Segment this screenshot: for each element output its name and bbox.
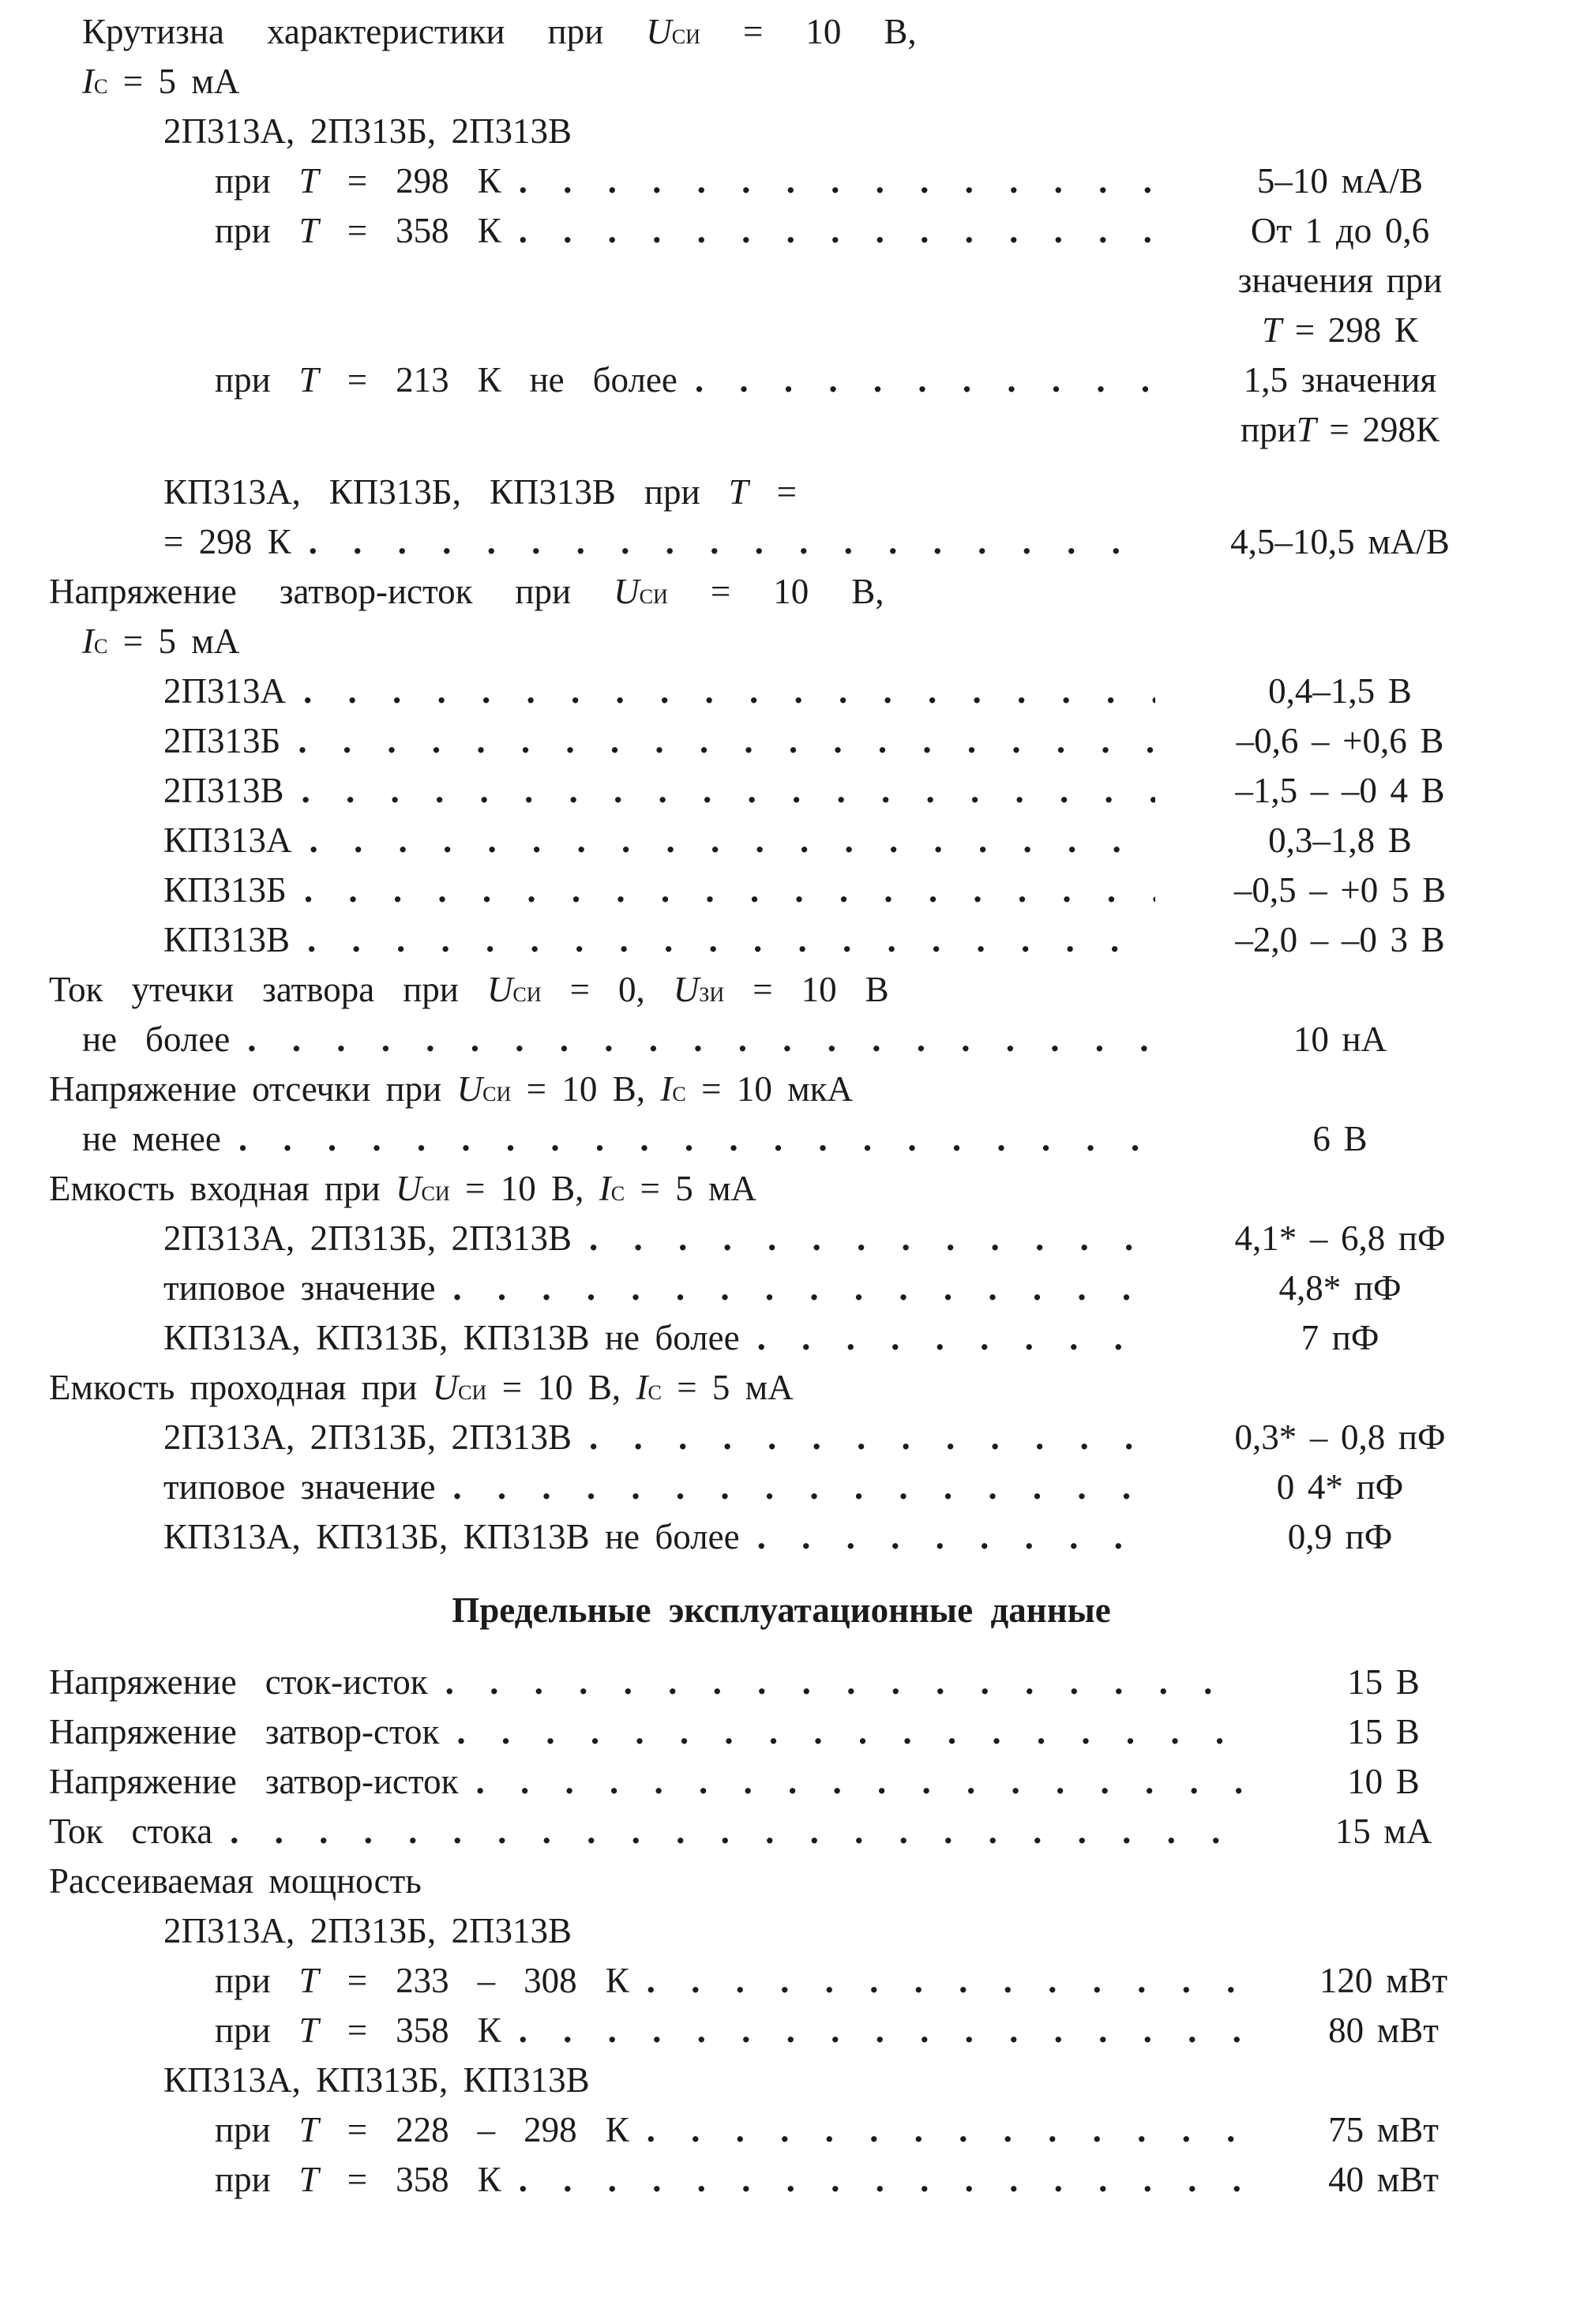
row-label	[82, 1019, 230, 1060]
spec-row	[49, 11, 1514, 61]
text-segment: = 298К	[1316, 410, 1440, 449]
text-segment: КП313А, КП313Б, КП313В не более	[163, 1517, 740, 1556]
row-label	[215, 160, 501, 201]
dot-leader	[475, 1761, 1242, 1802]
text-segment: не менее	[82, 1119, 221, 1158]
dot-leader	[757, 1516, 1155, 1557]
row-value	[1253, 1661, 1514, 1703]
row-label	[163, 670, 286, 711]
row-label	[82, 61, 239, 102]
symbol-italic: U	[614, 572, 640, 611]
symbol-italic: I	[599, 1169, 611, 1208]
text-segment: –1,5 – –0 4 В	[1235, 771, 1445, 810]
row-label	[163, 2059, 590, 2101]
section-heading: Предельные эксплуатационные данные	[452, 1590, 1111, 1630]
row-value	[1166, 1317, 1514, 1358]
row-value	[1166, 1466, 1514, 1507]
row-label	[163, 1516, 740, 1557]
text-segment: КП313А, КП313Б, КП313В при	[163, 472, 729, 512]
symbol-italic: I	[82, 621, 94, 661]
text-segment: при	[215, 2160, 299, 2199]
spec-row	[49, 160, 1514, 210]
text-segment: 1,5 значения	[1243, 360, 1437, 400]
text-segment: 0,4–1,5 В	[1268, 671, 1412, 711]
row-label	[163, 720, 280, 761]
spec-row	[49, 919, 1514, 969]
spec-row	[49, 1860, 1514, 1910]
spec-row	[49, 820, 1514, 869]
text-segment: –0,6 – +0,6 В	[1236, 721, 1444, 760]
spec-row	[49, 1168, 1514, 1218]
row-label	[163, 1267, 435, 1308]
symbol-italic: U	[646, 12, 672, 51]
row-value	[1166, 1118, 1514, 1159]
row-value	[1166, 919, 1514, 960]
text-segment: = 358 К	[318, 2160, 501, 2199]
symbol-italic: T	[298, 2011, 319, 2050]
text-segment: = 10 В,	[449, 1169, 599, 1208]
text-segment: 4,8* пФ	[1278, 1268, 1402, 1308]
symbol-italic: I	[636, 1368, 648, 1407]
row-value	[1166, 1516, 1514, 1557]
text-segment: 80 мВт	[1328, 2011, 1439, 2050]
symbol-italic: T	[298, 1961, 319, 2000]
dot-leader	[302, 770, 1155, 811]
text-segment: = 10 В,	[486, 1368, 636, 1407]
row-value	[1166, 1267, 1514, 1308]
row-label	[49, 1661, 428, 1703]
dot-leader	[519, 210, 1155, 251]
dot-leader	[304, 869, 1155, 910]
spec-row	[49, 2159, 1514, 2209]
spec-row	[49, 1960, 1514, 2010]
row-label	[82, 11, 917, 52]
spec-row	[49, 521, 1514, 571]
symbol-subscript: СИ	[482, 1083, 512, 1106]
text-segment: Напряжение затвор-исток при	[49, 572, 614, 611]
spec-row	[49, 111, 1514, 160]
symbol-italic: U	[486, 970, 513, 1009]
spec-row	[49, 770, 1514, 820]
text-segment: 2П313А, 2П313Б, 2П313В	[163, 111, 572, 151]
text-segment: при	[215, 211, 299, 250]
text-segment: Рассеиваемая мощность	[49, 1861, 422, 1901]
row-label	[163, 820, 292, 861]
text-segment: 120 мВт	[1319, 1961, 1448, 2000]
dot-leader	[452, 1267, 1155, 1308]
text-segment: –2,0 – –0 3 В	[1235, 920, 1445, 959]
spec-row	[49, 210, 1514, 260]
row-label	[163, 1417, 572, 1458]
text-segment: 4,5–10,5 мА/В	[1230, 522, 1450, 561]
text-segment: = 298 К	[163, 522, 291, 561]
spec-row	[49, 1761, 1514, 1811]
row-label	[49, 969, 889, 1010]
row-label	[49, 1168, 756, 1209]
row-value	[1166, 869, 1514, 910]
text-segment: КП313В	[163, 920, 291, 959]
row-label	[82, 621, 239, 662]
symbol-subscript: СИ	[512, 983, 542, 1006]
symbol-subscript: С	[647, 1381, 662, 1404]
dot-leader	[309, 521, 1155, 562]
symbol-subscript: СИ	[421, 1182, 450, 1205]
spec-row	[49, 720, 1514, 770]
text-segment: КП313А, КП313Б, КП313В	[163, 2060, 590, 2100]
symbol-italic: T	[298, 2110, 319, 2149]
text-segment: КП313А	[163, 820, 292, 860]
row-value	[1253, 1761, 1514, 1802]
text-segment: = 228 – 298 К	[318, 2110, 629, 2149]
dot-leader	[519, 2159, 1242, 2200]
spec-row	[49, 61, 1514, 111]
row-label	[215, 2109, 629, 2150]
row-label	[49, 1068, 853, 1109]
row-label	[163, 1317, 740, 1358]
spec-row	[49, 869, 1514, 919]
row-label	[215, 1960, 629, 2001]
symbol-italic: I	[82, 62, 94, 101]
text-segment: 15 мА	[1334, 1812, 1432, 1851]
spec-row	[49, 1466, 1514, 1516]
text-segment: Ток утечки затвора при	[49, 970, 487, 1009]
text-segment: 2П313А, 2П313Б, 2П313В	[163, 1218, 572, 1258]
text-segment: Крутизна характеристики при	[82, 12, 647, 51]
row-label	[215, 2159, 501, 2200]
symbol-italic: T	[1262, 310, 1282, 350]
row-label	[49, 1761, 458, 1802]
text-segment: 0,3–1,8 В	[1268, 820, 1412, 860]
text-segment: 2П313А, 2П313Б, 2П313В	[163, 1911, 572, 1950]
text-segment: 2П313А, 2П313Б, 2П313В	[163, 1417, 572, 1457]
symbol-subscript: С	[672, 1083, 686, 1106]
text-segment: = 10 В,	[667, 572, 884, 611]
text-segment: = 5 мА	[661, 1368, 794, 1407]
text-segment: Напряжение сток-исток	[49, 1662, 428, 1702]
row-value	[1166, 770, 1514, 811]
row-label	[163, 471, 797, 512]
text-segment: От 1 до 0,6	[1250, 211, 1430, 250]
text-segment: типовое значение	[163, 1268, 436, 1308]
text-segment: 40 мВт	[1328, 2160, 1439, 2199]
row-value	[1253, 1811, 1514, 1852]
text-segment: типовое значение	[163, 1467, 436, 1507]
dot-leader	[589, 1417, 1155, 1458]
text-segment: КП313Б	[163, 870, 287, 910]
text-segment: = 213 К не более	[318, 360, 678, 400]
symbol-subscript: С	[610, 1182, 625, 1205]
section-electrical-parameters	[49, 11, 1514, 1566]
dot-leader	[452, 1466, 1155, 1507]
symbol-italic: T	[1296, 410, 1316, 449]
row-label	[163, 521, 291, 562]
text-segment: значения при	[1237, 261, 1443, 300]
text-segment: при	[215, 161, 299, 201]
row-value	[1166, 210, 1514, 251]
text-segment: =	[748, 472, 797, 512]
row-label	[163, 770, 284, 811]
dot-leader	[303, 670, 1155, 711]
section-limit-operating-data	[49, 1661, 1514, 2209]
text-segment: = 358 К	[318, 2011, 501, 2050]
spec-row	[49, 1367, 1514, 1417]
dot-leader	[307, 919, 1155, 960]
text-segment: при	[215, 2110, 299, 2149]
row-label	[215, 359, 678, 400]
text-segment: Напряжение затвор-сток	[49, 1712, 440, 1751]
row-value	[1166, 521, 1514, 562]
symbol-italic: T	[298, 360, 319, 400]
spec-row	[49, 1118, 1514, 1168]
row-value	[1166, 820, 1514, 861]
row-label	[163, 919, 290, 960]
text-segment: = 5 мА	[107, 621, 240, 661]
row-value	[1253, 1711, 1514, 1752]
text-segment: = 5 мА	[625, 1169, 757, 1208]
symbol-italic: T	[728, 472, 749, 512]
spec-row	[49, 1317, 1514, 1367]
row-value	[1166, 409, 1514, 450]
spec-row	[49, 1910, 1514, 1960]
text-segment: 5–10 мА/В	[1256, 161, 1424, 201]
row-value	[1166, 1019, 1514, 1060]
text-segment: 75 мВт	[1328, 2110, 1439, 2149]
dot-leader	[519, 2010, 1242, 2051]
text-segment: Ток стока	[49, 1812, 213, 1851]
text-segment: = 5 мА	[107, 62, 240, 101]
text-segment: Напряжение отсечки при	[49, 1069, 457, 1109]
text-segment: при	[215, 360, 299, 400]
spec-row	[49, 1661, 1514, 1711]
row-label	[49, 1860, 422, 1902]
text-segment: 10 В	[1347, 1762, 1420, 1801]
text-segment: = 10 мкА	[685, 1069, 854, 1109]
text-segment: 2П313А	[163, 671, 286, 711]
text-segment: 6 В	[1312, 1119, 1368, 1158]
spec-row	[49, 2059, 1514, 2109]
symbol-subscript: С	[94, 635, 108, 658]
symbol-italic: U	[395, 1169, 422, 1208]
spec-row	[49, 471, 1514, 521]
spec-row	[49, 621, 1514, 670]
symbol-italic: U	[432, 1368, 459, 1407]
symbol-italic: I	[660, 1069, 673, 1109]
text-segment: Напряжение затвор-исток	[49, 1762, 459, 1801]
text-segment: = 10 В,	[511, 1069, 661, 1109]
row-label	[49, 1367, 794, 1408]
row-label	[163, 1466, 435, 1507]
symbol-subscript: С	[94, 75, 108, 98]
text-segment: 2П313В	[163, 771, 284, 810]
row-value	[1166, 310, 1514, 351]
text-segment: = 298 К	[318, 161, 501, 201]
text-segment: при	[215, 1961, 299, 2000]
spec-row	[49, 1417, 1514, 1466]
text-segment: 0,3* – 0,8 пФ	[1234, 1417, 1446, 1457]
row-value	[1253, 2109, 1514, 2150]
row-value	[1166, 359, 1514, 400]
text-segment: = 0,	[541, 970, 674, 1009]
spec-row	[49, 571, 1514, 621]
spec-row	[49, 310, 1514, 359]
dot-leader	[647, 1960, 1242, 2001]
dot-leader	[519, 160, 1155, 201]
row-value	[1253, 2010, 1514, 2051]
dot-leader	[589, 1218, 1155, 1259]
row-value	[1166, 670, 1514, 711]
symbol-subscript: СИ	[458, 1381, 487, 1404]
spec-row	[49, 2010, 1514, 2059]
row-value	[1253, 1960, 1514, 2001]
text-segment: 15 В	[1347, 1712, 1420, 1751]
dot-leader	[310, 820, 1155, 861]
text-segment: Емкость проходная при	[49, 1368, 433, 1407]
row-label	[163, 1910, 572, 1951]
text-segment: = 10 В	[724, 970, 889, 1009]
row-label	[163, 1218, 572, 1259]
symbol-subscript: ЗИ	[699, 983, 725, 1006]
row-value	[1166, 1218, 1514, 1259]
row-value	[1166, 160, 1514, 201]
text-segment: = 10 В,	[700, 12, 917, 51]
symbol-italic: U	[456, 1069, 483, 1109]
symbol-italic: T	[298, 2160, 319, 2199]
dot-leader	[456, 1711, 1242, 1752]
row-label	[49, 571, 884, 612]
row-label	[49, 1811, 212, 1852]
symbol-subscript: СИ	[639, 585, 668, 608]
text-segment: 10 нА	[1293, 1019, 1387, 1059]
row-value	[1166, 720, 1514, 761]
row-label	[215, 2010, 501, 2051]
text-segment: 0 4* пФ	[1276, 1467, 1404, 1507]
row-label	[82, 1118, 221, 1159]
text-segment: КП313А, КП313Б, КП313В не более	[163, 1318, 740, 1357]
spec-row	[49, 359, 1514, 409]
dot-leader	[647, 2109, 1242, 2150]
spec-row	[49, 2109, 1514, 2159]
text-segment: при	[215, 2011, 299, 2050]
dot-leader	[230, 1811, 1242, 1852]
row-value	[1166, 1417, 1514, 1458]
spec-row	[49, 1267, 1514, 1317]
row-value	[1253, 2159, 1514, 2200]
dot-leader	[247, 1019, 1155, 1060]
text-segment: при	[1241, 410, 1297, 449]
text-segment: 15 В	[1347, 1662, 1420, 1702]
spec-row	[49, 260, 1514, 310]
spec-row	[49, 969, 1514, 1019]
text-segment: 0,9 пФ	[1287, 1517, 1393, 1556]
dot-leader	[445, 1661, 1242, 1703]
spec-row	[49, 1811, 1514, 1860]
row-label	[163, 869, 287, 910]
dot-leader	[757, 1317, 1155, 1358]
dot-leader	[238, 1118, 1155, 1159]
spec-row	[49, 1516, 1514, 1566]
spec-row	[49, 409, 1514, 459]
text-segment: = 233 – 308 К	[318, 1961, 629, 2000]
text-segment: Емкость входная при	[49, 1169, 396, 1208]
text-segment: = 298 К	[1282, 310, 1418, 350]
spec-row	[49, 1711, 1514, 1761]
spec-row	[49, 1068, 1514, 1118]
text-segment: не более	[82, 1019, 231, 1059]
symbol-italic: T	[298, 161, 319, 201]
symbol-italic: T	[298, 211, 319, 250]
text-segment: 4,1* – 6,8 пФ	[1234, 1218, 1446, 1258]
text-segment: 7 пФ	[1301, 1318, 1379, 1357]
row-value	[1166, 260, 1514, 301]
row-label	[163, 111, 572, 152]
dot-leader	[298, 720, 1155, 761]
symbol-italic: U	[673, 970, 700, 1009]
row-label	[215, 210, 501, 251]
text-segment: 2П313Б	[163, 721, 281, 760]
spec-row	[49, 1019, 1514, 1068]
spec-row	[49, 670, 1514, 720]
text-segment: –0,5 – +0 5 В	[1233, 870, 1447, 910]
row-label	[49, 1711, 439, 1752]
text-segment: = 358 К	[318, 211, 501, 250]
spec-row	[49, 1218, 1514, 1267]
symbol-subscript: СИ	[671, 25, 700, 48]
dot-leader	[695, 359, 1155, 400]
